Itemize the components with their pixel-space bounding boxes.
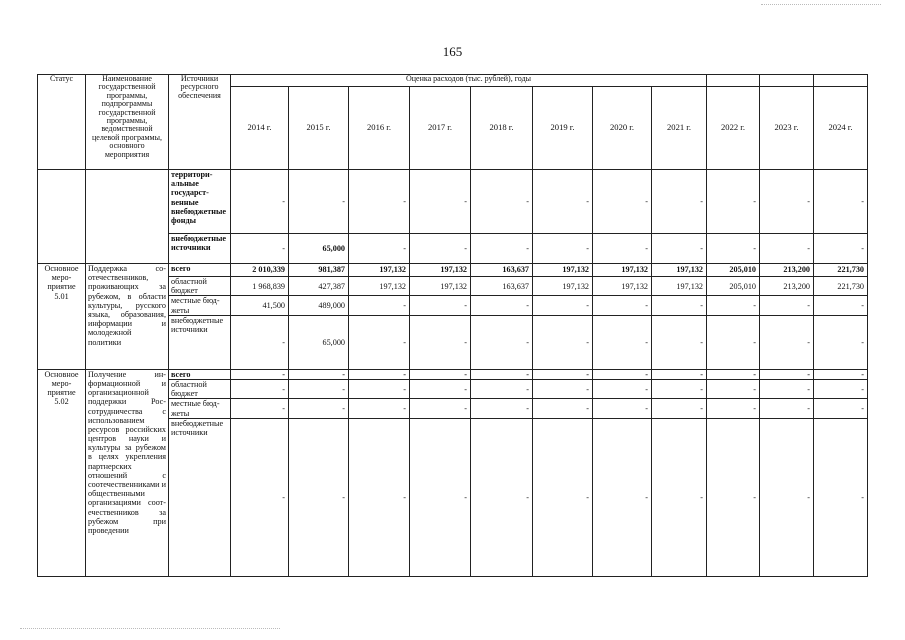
value-cell: -: [533, 296, 593, 315]
source-cell: внебюджетные источники: [169, 418, 231, 576]
value-cell: -: [760, 170, 814, 234]
value-cell: 163,637: [471, 264, 533, 277]
source-cell: местные бюджеты: [169, 399, 231, 418]
source-cell: всего: [169, 264, 231, 277]
value-cell: 197,132: [349, 277, 410, 296]
value-cell: -: [471, 170, 533, 234]
value-cell: 981,387: [289, 264, 349, 277]
value-cell: -: [707, 379, 760, 398]
value-cell: -: [533, 418, 593, 576]
value-cell: 65,000: [289, 315, 349, 369]
value-cell: -: [533, 170, 593, 234]
sources-header: Источники ресурсного обеспечения: [169, 75, 231, 170]
value-cell: -: [707, 399, 760, 418]
value-cell: 221,730: [814, 264, 868, 277]
value-cell: -: [410, 379, 471, 398]
value-cell: -: [349, 170, 410, 234]
source-cell: областной бюджет: [169, 277, 231, 296]
value-cell: -: [410, 369, 471, 379]
value-cell: -: [349, 399, 410, 418]
source-cell: местные бюджеты: [169, 296, 231, 315]
value-cell: -: [814, 418, 868, 576]
value-cell: 2 010,339: [231, 264, 289, 277]
value-cell: -: [652, 234, 707, 264]
measure-status-cell: Основное мероприятие 5.01: [38, 264, 86, 370]
value-cell: -: [231, 399, 289, 418]
value-cell: 197,132: [349, 264, 410, 277]
value-cell: 489,000: [289, 296, 349, 315]
source-cell: внебюджетные источники: [169, 315, 231, 369]
value-cell: -: [533, 315, 593, 369]
table-row: [38, 369, 868, 379]
value-cell: -: [593, 399, 652, 418]
value-cell: -: [349, 315, 410, 369]
value-cell: -: [231, 170, 289, 234]
value-cell: -: [652, 379, 707, 398]
value-cell: -: [471, 234, 533, 264]
value-cell: -: [471, 369, 533, 379]
value-cell: 197,132: [533, 277, 593, 296]
value-cell: -: [593, 170, 652, 234]
year-header: 2023 г.: [760, 87, 814, 170]
value-cell: -: [349, 418, 410, 576]
value-cell: -: [707, 315, 760, 369]
value-cell: -: [760, 399, 814, 418]
status-header: Статус: [38, 75, 86, 170]
value-cell: -: [533, 369, 593, 379]
name-header: Наименование государственной программы, подпрограммы государственной программы, ведомственной целевой программы, основного мероприятия: [86, 75, 169, 170]
value-cell: -: [652, 296, 707, 315]
value-cell: -: [707, 296, 760, 315]
value-cell: -: [231, 369, 289, 379]
value-cell: -: [410, 170, 471, 234]
value-cell: -: [533, 399, 593, 418]
value-cell: -: [410, 234, 471, 264]
year-header: 2016 г.: [349, 87, 410, 170]
value-cell: -: [593, 315, 652, 369]
page-number: 165: [442, 44, 463, 59]
value-cell: -: [760, 369, 814, 379]
value-cell: -: [349, 379, 410, 398]
value-cell: 213,200: [760, 277, 814, 296]
value-cell: -: [471, 296, 533, 315]
value-cell: 163,637: [471, 277, 533, 296]
value-cell: -: [707, 170, 760, 234]
estimate-header: Оценка расходов (тыс. рублей), годы: [231, 75, 707, 87]
value-cell: -: [231, 418, 289, 576]
value-cell: -: [471, 418, 533, 576]
value-cell: -: [593, 418, 652, 576]
value-cell: -: [814, 315, 868, 369]
value-cell: 205,010: [707, 264, 760, 277]
value-cell: -: [593, 296, 652, 315]
value-cell: -: [814, 379, 868, 398]
value-cell: -: [760, 379, 814, 398]
header-blank-cell: [760, 75, 814, 87]
value-cell: -: [652, 418, 707, 576]
year-header: 2018 г.: [471, 87, 533, 170]
value-cell: -: [289, 399, 349, 418]
table-row: [38, 264, 868, 277]
value-cell: -: [289, 369, 349, 379]
value-cell: -: [289, 379, 349, 398]
value-cell: -: [349, 296, 410, 315]
value-cell: 213,200: [760, 264, 814, 277]
value-cell: -: [231, 379, 289, 398]
value-cell: 197,132: [593, 277, 652, 296]
value-cell: -: [760, 296, 814, 315]
value-cell: -: [410, 399, 471, 418]
measure-name-cell: Поддержка соотечественников, проживающих за рубежом, в области культуры, русского языка, образования, информации и молодежной политики: [86, 264, 169, 370]
value-cell: -: [289, 418, 349, 576]
value-cell: -: [410, 315, 471, 369]
year-header: 2015 г.: [289, 87, 349, 170]
value-cell: -: [760, 418, 814, 576]
value-cell: 197,132: [410, 264, 471, 277]
value-cell: -: [814, 234, 868, 264]
value-cell: -: [652, 369, 707, 379]
value-cell: -: [231, 315, 289, 369]
value-cell: 205,010: [707, 277, 760, 296]
source-cell: областной бюджет: [169, 379, 231, 398]
header-blank-cell: [814, 75, 868, 87]
value-cell: 427,387: [289, 277, 349, 296]
value-cell: -: [471, 399, 533, 418]
value-cell: 197,132: [652, 264, 707, 277]
value-cell: -: [652, 399, 707, 418]
year-header: 2017 г.: [410, 87, 471, 170]
measure-status-cell: Основное мероприятие 5.02: [38, 369, 86, 576]
value-cell: -: [707, 234, 760, 264]
year-header: 2022 г.: [707, 87, 760, 170]
value-cell: 1 968,839: [231, 277, 289, 296]
value-cell: -: [231, 234, 289, 264]
value-cell: -: [349, 369, 410, 379]
value-cell: -: [289, 170, 349, 234]
year-header: 2020 г.: [593, 87, 652, 170]
value-cell: 197,132: [410, 277, 471, 296]
value-cell: -: [814, 170, 868, 234]
value-cell: -: [707, 369, 760, 379]
value-cell: -: [410, 296, 471, 315]
status-cell: [38, 170, 86, 264]
value-cell: -: [471, 379, 533, 398]
value-cell: -: [593, 379, 652, 398]
value-cell: -: [349, 234, 410, 264]
value-cell: -: [814, 399, 868, 418]
year-header: 2024 г.: [814, 87, 868, 170]
value-cell: -: [593, 369, 652, 379]
value-cell: -: [760, 315, 814, 369]
value-cell: 41,500: [231, 296, 289, 315]
value-cell: 197,132: [652, 277, 707, 296]
value-cell: -: [652, 170, 707, 234]
header-blank-cell: [707, 75, 760, 87]
value-cell: -: [707, 418, 760, 576]
value-cell: 65,000: [289, 234, 349, 264]
value-cell: -: [471, 315, 533, 369]
scan-edge-mark: [761, 4, 881, 6]
table-row: [38, 170, 868, 234]
year-header: 2019 г.: [533, 87, 593, 170]
measure-name-cell: Получение информационной и организационной поддержки Россотрудничества с использованием ресурсов российских центров науки и культуры за рубежом в целях укрепления партнерских отношений с соотечественниками и общественными организациями соотечественников за рубежом при проведении: [86, 369, 169, 576]
value-cell: -: [533, 234, 593, 264]
value-cell: -: [652, 315, 707, 369]
header-row-1: [38, 75, 868, 87]
value-cell: -: [533, 379, 593, 398]
source-cell: территориальные государственные внебюджетные фонды: [169, 170, 231, 234]
value-cell: -: [814, 296, 868, 315]
year-header: 2021 г.: [652, 87, 707, 170]
source-cell: внебюджетные источники: [169, 234, 231, 264]
source-cell: всего: [169, 369, 231, 379]
value-cell: -: [593, 234, 652, 264]
value-cell: -: [814, 369, 868, 379]
value-cell: -: [410, 418, 471, 576]
value-cell: 197,132: [533, 264, 593, 277]
year-header: 2014 г.: [231, 87, 289, 170]
value-cell: 221,730: [814, 277, 868, 296]
scan-edge-mark: [20, 628, 280, 630]
budget-table: [37, 74, 868, 577]
name-cell: [86, 170, 169, 264]
value-cell: -: [760, 234, 814, 264]
value-cell: 197,132: [593, 264, 652, 277]
